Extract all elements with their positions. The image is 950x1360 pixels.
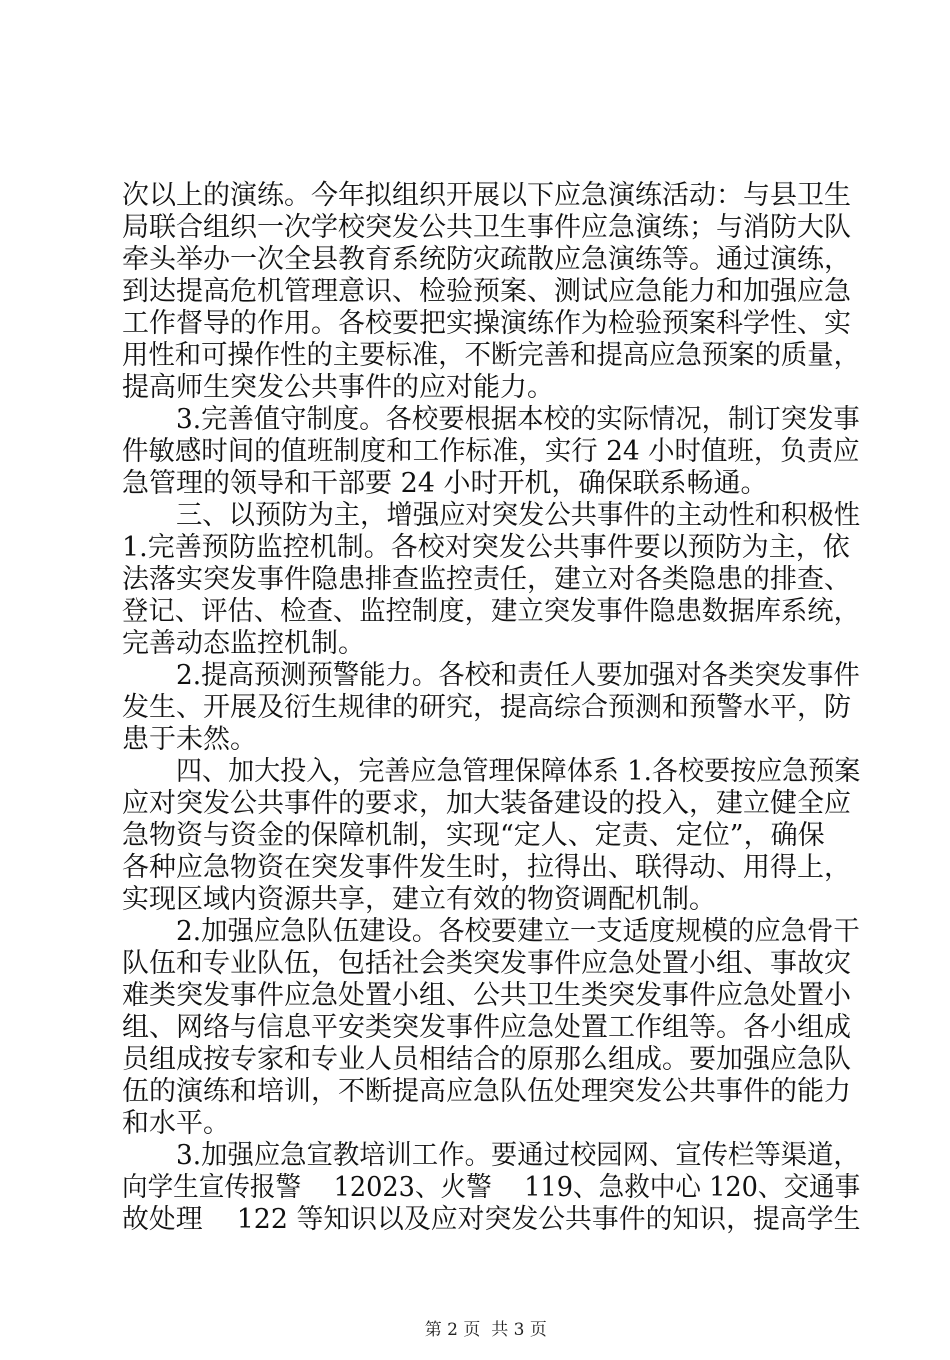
text-line: 组、网络与信息平安类突发事件应急处置工作组等。各小组成 — [122, 1012, 851, 1043]
text-line: 1.完善预防监控机制。各校对突发公共事件要以预防为主，依 — [122, 532, 850, 563]
text-line: 到达提高危机管理意识、检验预案、测试应急能力和加强应急 — [122, 276, 851, 307]
text-line: 完善动态监控机制。 — [122, 628, 365, 659]
text-line: 用性和可操作性的主要标准，不断完善和提高应急预案的质量， — [122, 340, 861, 371]
text-line: 3.加强应急宣教培训工作。要通过校园网、宣传栏等渠道， — [176, 1140, 860, 1171]
text-line: 提高师生突发公共事件的应对能力。 — [122, 372, 554, 403]
text-line: 应对突发公共事件的要求，加大装备建设的投入，建立健全应 — [122, 788, 851, 819]
text-line: 员组成按专家和专业人员相结合的原那么组成。要加强应急队 — [122, 1044, 851, 1075]
text-line: 伍的演练和培训，不断提高应急队伍处理突发公共事件的能力 — [122, 1076, 851, 1107]
text-line: 件敏感时间的值班制度和工作标准，实行 24 小时值班，负责应 — [122, 436, 860, 467]
text-line: 各种应急物资在突发事件发生时，拉得出、联得动、用得上， — [122, 852, 851, 883]
text-line: 2.提高预测预警能力。各校和责任人要加强对各类突发事件 — [176, 660, 860, 691]
text-line: 难类突发事件应急处置小组、公共卫生类突发事件应急处置小 — [122, 980, 851, 1011]
text-line: 急物资与资金的保障机制，实现“定人、定责、定位”，确保 — [122, 820, 825, 851]
text-line: 向学生宣传报警 12023、火警 119、急救中心 120、交通事 — [122, 1172, 861, 1203]
text-line: 发生、开展及衍生规律的研究，提高综合预测和预警水平，防 — [122, 692, 851, 723]
text-line: 法落实突发事件隐患排查监控责任，建立对各类隐患的排查、 — [122, 564, 851, 595]
text-line: 患于未然。 — [122, 724, 257, 755]
page-footer — [0, 1300, 950, 1360]
text-line: 2.加强应急队伍建设。各校要建立一支适度规模的应急骨干 — [176, 916, 860, 947]
text-line: 队伍和专业队伍，包括社会类突发事件应急处置小组、事故灾 — [122, 948, 851, 979]
text-line: 工作督导的作用。各校要把实操演练作为检验预案科学性、实 — [122, 308, 851, 339]
text-line: 和水平。 — [122, 1108, 230, 1139]
page-number: 第 2 页 共 3 页 — [424, 1320, 547, 1340]
text-line: 局联合组织一次学校突发公共卫生事件应急演练；与消防大队 — [122, 212, 851, 243]
text-line: 牵头举办一次全县教育系统防灾疏散应急演练等。通过演练， — [122, 244, 851, 275]
text-line: 次以上的演练。今年拟组织开展以下应急演练活动：与县卫生 — [122, 180, 851, 211]
text-line: 急管理的领导和干部要 24 小时开机，确保联系畅通。 — [122, 468, 768, 499]
section-heading: 三、以预防为主，增强应对突发公共事件的主动性和积极性 — [176, 500, 861, 531]
text-line: 3.完善值守制度。各校要根据本校的实际情况，制订突发事 — [176, 404, 860, 435]
section-heading: 四、加大投入，完善应急管理保障体系 1.各校要按应急预案 — [176, 756, 861, 787]
text-line: 故处理 122 等知识以及应对突发公共事件的知识，提高学生 — [122, 1204, 861, 1235]
text-line: 实现区域内资源共享，建立有效的物资调配机制。 — [122, 884, 716, 915]
text-line: 登记、评估、检查、监控制度，建立突发事件隐患数据库系统， — [122, 596, 861, 627]
